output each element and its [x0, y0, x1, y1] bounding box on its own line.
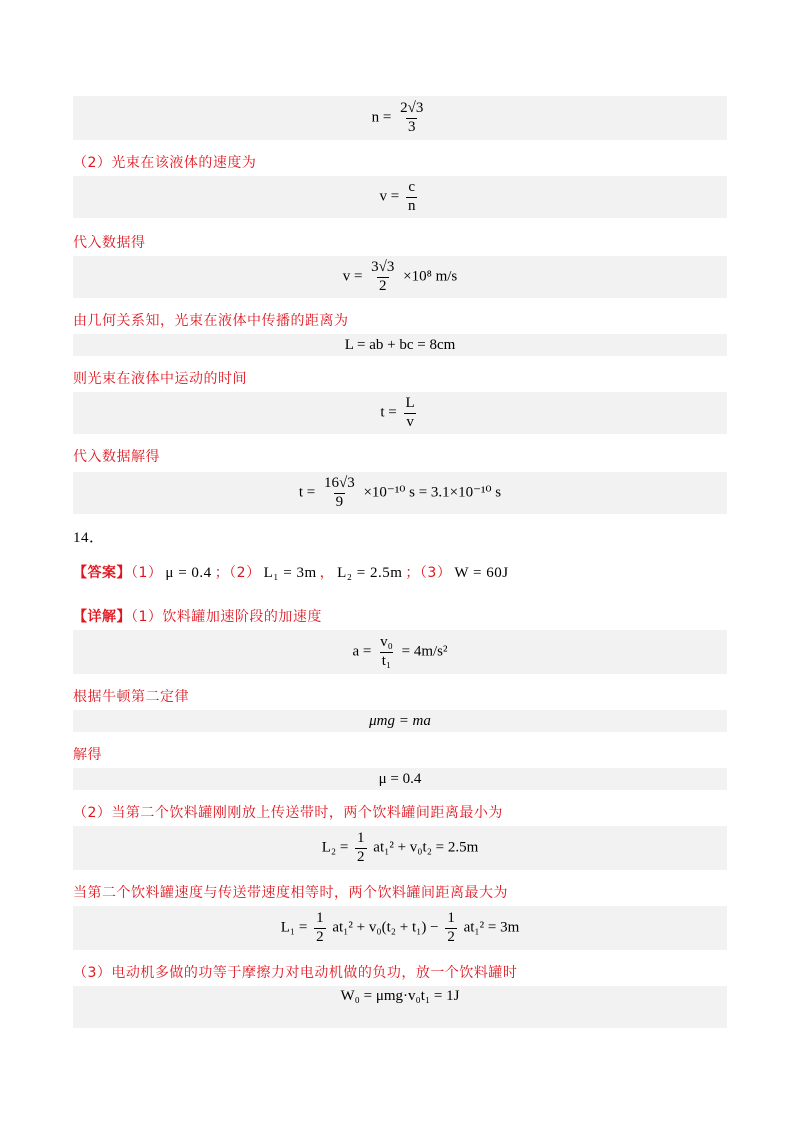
eq-lhs: a = — [352, 643, 372, 660]
eq-rest: ×10⁸ m/s — [403, 268, 458, 285]
fraction-denominator: 2 — [357, 848, 365, 865]
eq-lhs: n = — [371, 109, 392, 126]
answer-mu: μ = 0.4 — [165, 565, 212, 581]
fraction-numerator: 1 — [357, 829, 365, 846]
fraction-numerator: L — [405, 394, 415, 411]
equation-box-acceleration — [73, 630, 727, 674]
fraction-denominator: 9 — [335, 493, 344, 510]
answer-comma: ， — [319, 565, 335, 581]
eq-lhs: t = — [298, 484, 316, 501]
eq-lhs: L₁ = — [280, 919, 308, 936]
fraction-denominator: 2 — [447, 928, 455, 945]
fraction-numerator: 1 — [316, 909, 324, 926]
equation-box-refractive-index — [73, 96, 727, 140]
equation: L = ab + bc = 8cm — [344, 336, 456, 353]
eq-lhs: v = — [342, 268, 363, 285]
fraction-numerator: v₀ — [380, 633, 393, 650]
time-label: 则光束在液体中运动的时间 — [73, 371, 247, 387]
fraction-numerator: 2√3 — [400, 99, 424, 116]
max-distance-label: 当第二个饮料罐速度与传送带速度相等时，两个饮料罐间距离最大为 — [73, 885, 508, 901]
fraction — [369, 260, 396, 295]
fraction — [398, 101, 425, 136]
eq-rest: at₁² = 3m — [463, 919, 520, 936]
equation: μ = 0.4 — [378, 770, 422, 787]
step-label: （2）光束在该液体的速度为 — [73, 155, 257, 171]
equation: W₀ = μmg·v₀t₁ = 1J — [340, 988, 460, 1004]
equation-box-time — [73, 392, 727, 434]
substitution-label: 代入数据得 — [73, 235, 146, 251]
eq-rest: at₁² + v₀t₂ = 2.5m — [373, 839, 479, 856]
fraction-numerator: 1 — [447, 909, 455, 926]
answer-line — [73, 562, 512, 582]
detail-line — [73, 606, 322, 626]
fraction — [406, 180, 418, 215]
fraction-denominator: n — [407, 197, 416, 214]
answer-tag: 【答案】 — [73, 565, 131, 581]
eq-rest: = 4m/s² — [401, 643, 448, 660]
equation-box-newton — [73, 710, 727, 732]
fraction-denominator: 2 — [379, 277, 387, 294]
step-label: （3）电动机多做的功等于摩擦力对电动机做的负功，放一个饮料罐时 — [73, 965, 518, 981]
detail-tag: 【详解】 — [73, 609, 131, 625]
fraction-denominator: t₁ — [381, 652, 392, 669]
equation-box-velocity — [73, 176, 727, 218]
geometry-label: 由几何关系知，光束在液体中传播的距离为 — [73, 313, 349, 329]
eq-lhs: L₂ = — [321, 839, 349, 856]
solve-label: 解得 — [73, 747, 102, 763]
answer-separator: ；（2） — [214, 565, 261, 581]
eq-lhs: t = — [380, 404, 397, 421]
answer-W: W = 60J — [454, 565, 509, 581]
equation-box-time-value — [73, 472, 727, 514]
equation: μmg = ma — [369, 712, 431, 729]
equation-box-distance — [73, 334, 727, 356]
newton-label: 根据牛顿第二定律 — [73, 689, 189, 705]
equation-box-mu — [73, 768, 727, 790]
answer-L1: L₁ = 3m — [263, 565, 317, 581]
answer-separator: ；（3） — [405, 565, 452, 581]
fraction-denominator: 2 — [316, 928, 324, 945]
fraction — [355, 831, 367, 866]
answer-L2: L₂ = 2.5m — [337, 565, 403, 581]
fraction — [403, 396, 416, 431]
eq-lhs: v = — [379, 188, 400, 205]
answer-part1-label: （1） — [131, 565, 163, 581]
fraction — [445, 911, 457, 946]
question-number: 14． — [73, 530, 105, 546]
equation-box-work — [73, 986, 727, 1028]
step-label: （2）当第二个饮料罐刚刚放上传送带时，两个饮料罐间距离最小为 — [73, 805, 503, 821]
fraction — [314, 911, 326, 946]
eq-mid: at₁² + v₀(t₂ + t₁) − — [332, 919, 439, 936]
fraction-numerator: c — [408, 178, 416, 195]
fraction-numerator: 3√3 — [371, 258, 395, 275]
fraction-denominator: v — [406, 413, 414, 430]
fraction — [322, 476, 357, 511]
eq-rest: ×10⁻¹⁰ s = 3.1×10⁻¹⁰ s — [363, 484, 502, 501]
equation-box-velocity-value — [73, 256, 727, 298]
fraction-numerator: 16√3 — [323, 474, 355, 491]
equation-box-min-distance — [73, 826, 727, 870]
solve-label: 代入数据解得 — [73, 449, 160, 465]
fraction-denominator: 3 — [407, 118, 416, 135]
detail-text: （1）饮料罐加速阶段的加速度 — [131, 609, 322, 625]
equation-box-max-distance — [73, 906, 727, 950]
fraction — [378, 635, 395, 670]
